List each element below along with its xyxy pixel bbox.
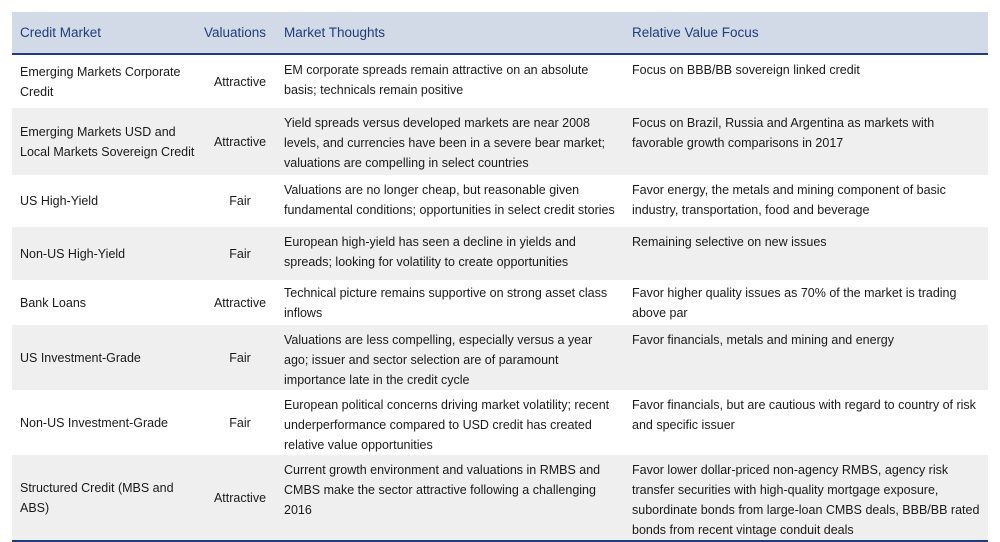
cell-valuation: Fair — [229, 194, 251, 208]
cell-market-thoughts: European political concerns driving market volatility; recent underperformance compared to USD credit has created relative value opportunities — [284, 398, 610, 452]
cell-market-thoughts: Technical picture remains supportive on strong asset class inflows — [284, 285, 608, 320]
cell-valuation: Attractive — [213, 134, 267, 149]
cell-valuation: Fair — [229, 415, 251, 430]
cell-relative-value-focus: Favor financials, metals and mining and energy — [632, 333, 894, 347]
table-header — [12, 12, 988, 54]
header-valuations: Valuations — [204, 12, 276, 54]
header-relative-value-focus: Relative Value Focus — [624, 12, 988, 54]
table-row — [12, 455, 988, 541]
cell-credit-market: Structured Credit (MBS and ABS) — [12, 455, 204, 541]
cell-market-thoughts: Current growth environment and valuations in RMBS and CMBS make the sector attractive following a challenging 2016 — [276, 455, 624, 541]
cell-market-thoughts: EM corporate spreads remain attractive on an absolute basis; technicals remain positive — [284, 63, 589, 97]
cell-valuation: Attractive — [213, 295, 267, 310]
cell-valuation: Attractive — [204, 455, 276, 541]
header-row — [12, 12, 988, 54]
cell-relative-value-focus: Favor lower dollar-priced non-agency RMBS, agency risk transfer securities with high-quality mortgage exposure, subordinate bonds from large-loan CMBS deals, BBB/BB rated bonds from recent vintage conduit deals — [624, 455, 988, 541]
cell-valuation: Fair — [229, 246, 251, 261]
cell-valuation: Fair — [229, 350, 251, 365]
cell-credit-market: Emerging Markets Corporate Credit — [20, 64, 181, 99]
cell-credit-market: Non-US High-Yield — [20, 246, 126, 261]
cell-relative-value-focus: Favor energy, the metals and mining component of basic industry, transportation, food and beverage — [632, 183, 946, 217]
table-row — [12, 175, 988, 227]
table-body — [12, 54, 988, 541]
table-row — [12, 280, 988, 325]
cell-credit-market: US High-Yield — [20, 194, 99, 208]
cell-credit-market: US Investment-Grade — [20, 350, 141, 365]
cell-credit-market: Emerging Markets USD and Local Markets Sovereign Credit — [20, 124, 195, 159]
cell-market-thoughts: Yield spreads versus developed markets are near 2008 levels, and currencies have been in a severe bear market; valuations are compelling in select countries — [284, 116, 606, 170]
table-row — [12, 227, 988, 280]
cell-relative-value-focus: Focus on BBB/BB sovereign linked credit — [632, 63, 860, 77]
header-credit-market: Credit Market — [12, 12, 204, 54]
table-row — [12, 325, 988, 390]
cell-market-thoughts: European high-yield has seen a decline in yields and spreads; looking for volatility to create opportunities — [284, 235, 576, 269]
cell-relative-value-focus: Favor financials, but are cautious with regard to country of risk and specific issuer — [632, 398, 976, 432]
cell-relative-value-focus: Remaining selective on new issues — [632, 235, 827, 249]
credit-market-table — [12, 12, 988, 542]
table-row — [12, 108, 988, 175]
cell-valuation: Attractive — [213, 74, 267, 89]
cell-credit-market: Bank Loans — [20, 295, 87, 310]
cell-market-thoughts: Valuations are no longer cheap, but reasonable given fundamental conditions; opportunities in select credit stories — [284, 183, 615, 217]
cell-relative-value-focus: Favor higher quality issues as 70% of the market is trading above par — [632, 285, 957, 320]
table-row — [12, 54, 988, 108]
cell-market-thoughts: Valuations are less compelling, especially versus a year ago; issuer and sector selection are of paramount importance late in the credit cycle — [284, 333, 593, 387]
credit-market-table-container — [12, 12, 988, 542]
cell-relative-value-focus: Focus on Brazil, Russia and Argentina as markets with favorable growth comparisons in 2017 — [632, 116, 935, 150]
header-market-thoughts: Market Thoughts — [276, 12, 624, 54]
table-row — [12, 390, 988, 455]
cell-credit-market: Non-US Investment-Grade — [20, 415, 168, 430]
